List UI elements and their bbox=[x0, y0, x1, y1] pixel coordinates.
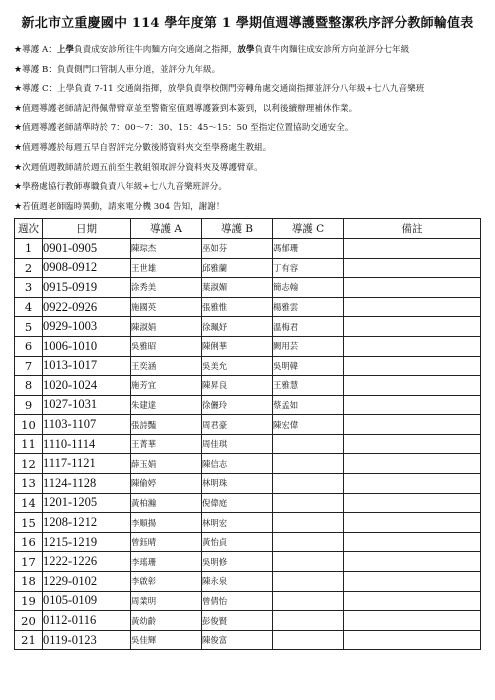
note-text: 值週導護老師請準時於 7：00～7：30、15：45～15：50 至指定位置協助交通安全。 bbox=[22, 123, 354, 134]
guard-a-cell: 施芳宜 bbox=[131, 376, 202, 396]
guard-c-cell: 溫梅君 bbox=[273, 317, 344, 337]
date-cell: 0929-1003 bbox=[43, 317, 131, 337]
date-cell: 1117-1121 bbox=[43, 454, 131, 474]
week-cell: 8 bbox=[15, 376, 43, 396]
note-text: 值週導護於每週五早自習評完分數後將資料夾交至學務處生教組。 bbox=[22, 142, 272, 153]
remark-cell bbox=[344, 278, 481, 298]
table-row bbox=[15, 591, 481, 611]
star-icon: ★ bbox=[14, 142, 23, 153]
guard-c-cell: 蔡孟如 bbox=[273, 395, 344, 415]
date-cell: 0901-0905 bbox=[43, 238, 131, 258]
guard-a-cell: 李啟彰 bbox=[131, 572, 202, 592]
guard-c-cell: 吳明韓 bbox=[273, 356, 344, 376]
guard-c-cell bbox=[273, 572, 344, 592]
note-line bbox=[14, 119, 481, 139]
week-cell: 18 bbox=[15, 572, 43, 592]
note-text: 負責牛肉麵往成安診所方向並評分七年級 bbox=[254, 45, 410, 55]
note-emphasis: 上學 bbox=[56, 45, 75, 55]
table-row bbox=[15, 415, 481, 435]
guard-c-cell bbox=[273, 474, 344, 494]
week-cell: 7 bbox=[15, 356, 43, 376]
remark-cell bbox=[344, 395, 481, 415]
guard-a-cell: 黃柏瀚 bbox=[131, 493, 202, 513]
header-remark: 備註 bbox=[344, 219, 481, 239]
remark-cell bbox=[344, 513, 481, 533]
guard-a-cell: 陳琮杰 bbox=[131, 238, 202, 258]
table-row bbox=[15, 434, 481, 454]
guard-b-cell: 周佳琪 bbox=[202, 434, 273, 454]
note-line bbox=[14, 41, 481, 61]
date-cell: 0908-0912 bbox=[43, 258, 131, 278]
guard-b-cell: 陳昇良 bbox=[202, 376, 273, 396]
star-icon: ★ bbox=[14, 201, 23, 212]
week-cell: 5 bbox=[15, 317, 43, 337]
guard-c-cell: 簡志翰 bbox=[273, 278, 344, 298]
week-cell: 12 bbox=[15, 454, 43, 474]
guard-c-cell bbox=[273, 552, 344, 572]
date-cell: 1201-1205 bbox=[43, 493, 131, 513]
note-text: 值週導護老師請記得佩帶臂章並至警衛室值週導護簽到本簽到，以利後續辦理補休作業。 bbox=[22, 103, 358, 114]
star-icon: ★ bbox=[14, 123, 23, 134]
table-row bbox=[15, 552, 481, 572]
note-text: 學務處協行教師專職負責八年級+七八九音樂班評分。 bbox=[22, 182, 227, 193]
date-cell: 0915-0919 bbox=[43, 278, 131, 298]
note-text: 次週值週教師請於週五前至生教組領取評分資料夾及導護臂章。 bbox=[22, 162, 263, 173]
guard-c-cell: 陳宏偉 bbox=[273, 415, 344, 435]
table-row bbox=[15, 278, 481, 298]
table-header-row bbox=[15, 219, 481, 239]
guard-a-cell: 王菁華 bbox=[131, 434, 202, 454]
header-guard-b: 導護 B bbox=[202, 219, 273, 239]
guard-b-cell: 陳俐華 bbox=[202, 336, 273, 356]
week-cell: 10 bbox=[15, 415, 43, 435]
remark-cell bbox=[344, 336, 481, 356]
guard-c-cell bbox=[273, 591, 344, 611]
table-row bbox=[15, 376, 481, 396]
duty-roster-table bbox=[14, 218, 481, 650]
date-cell: 0112-0116 bbox=[43, 611, 131, 631]
guard-b-cell: 黃怡貞 bbox=[202, 532, 273, 552]
date-cell: 1229-0102 bbox=[43, 572, 131, 592]
header-guard-a: 導護 A bbox=[131, 219, 202, 239]
header-week: 週次 bbox=[15, 219, 43, 239]
guard-a-cell: 朱建達 bbox=[131, 395, 202, 415]
table-row bbox=[15, 611, 481, 631]
guard-a-cell: 王世雄 bbox=[131, 258, 202, 278]
guard-b-cell: 徐儷玲 bbox=[202, 395, 273, 415]
remark-cell bbox=[344, 611, 481, 631]
table-row bbox=[15, 356, 481, 376]
week-cell: 14 bbox=[15, 493, 43, 513]
week-cell: 20 bbox=[15, 611, 43, 631]
table-row bbox=[15, 493, 481, 513]
table-row bbox=[15, 532, 481, 552]
guard-c-cell bbox=[273, 454, 344, 474]
week-cell: 1 bbox=[15, 238, 43, 258]
remark-cell bbox=[344, 493, 481, 513]
guard-a-cell: 王奕涵 bbox=[131, 356, 202, 376]
guard-a-cell: 吳佳輝 bbox=[131, 630, 202, 650]
note-line bbox=[14, 139, 481, 159]
guard-b-cell: 倪偉庭 bbox=[202, 493, 273, 513]
week-cell: 21 bbox=[15, 630, 43, 650]
guard-b-cell: 陳俊富 bbox=[202, 630, 273, 650]
remark-cell bbox=[344, 591, 481, 611]
guard-b-cell: 邱雅蘭 bbox=[202, 258, 273, 278]
remark-cell bbox=[344, 238, 481, 258]
guard-c-cell: 闕用芸 bbox=[273, 336, 344, 356]
week-cell: 3 bbox=[15, 278, 43, 298]
guard-b-cell: 陳永泉 bbox=[202, 572, 273, 592]
remark-cell bbox=[344, 532, 481, 552]
guard-b-cell: 彭俊賢 bbox=[202, 611, 273, 631]
remark-cell bbox=[344, 552, 481, 572]
notes-list bbox=[14, 41, 481, 217]
date-cell: 1110-1114 bbox=[43, 434, 131, 454]
remark-cell bbox=[344, 454, 481, 474]
table-row bbox=[15, 572, 481, 592]
guard-a-cell: 李順揚 bbox=[131, 513, 202, 533]
guard-b-cell: 曾倩怡 bbox=[202, 591, 273, 611]
table-row bbox=[15, 474, 481, 494]
guard-c-cell: 王雅慧 bbox=[273, 376, 344, 396]
note-text: 負責成安診所往牛肉麵方向交通崗之指揮， bbox=[74, 45, 238, 55]
note-line bbox=[14, 198, 481, 218]
remark-cell bbox=[344, 258, 481, 278]
table-row bbox=[15, 297, 481, 317]
week-cell: 11 bbox=[15, 434, 43, 454]
week-cell: 19 bbox=[15, 591, 43, 611]
guard-c-cell bbox=[273, 630, 344, 650]
star-icon: ★ bbox=[14, 162, 23, 173]
guard-b-cell: 周君豪 bbox=[202, 415, 273, 435]
date-cell: 0922-0926 bbox=[43, 297, 131, 317]
guard-c-cell bbox=[273, 493, 344, 513]
week-cell: 15 bbox=[15, 513, 43, 533]
date-cell: 1208-1212 bbox=[43, 513, 131, 533]
guard-b-cell: 吳明修 bbox=[202, 552, 273, 572]
table-row bbox=[15, 513, 481, 533]
week-cell: 16 bbox=[15, 532, 43, 552]
remark-cell bbox=[344, 297, 481, 317]
note-line bbox=[14, 61, 481, 81]
guard-c-cell bbox=[273, 611, 344, 631]
date-cell: 1013-1017 bbox=[43, 356, 131, 376]
header-date: 日期 bbox=[43, 219, 131, 239]
guard-a-cell: 薛玉娟 bbox=[131, 454, 202, 474]
remark-cell bbox=[344, 356, 481, 376]
remark-cell bbox=[344, 474, 481, 494]
document-title: 新北市立重慶國中 114 學年度第 1 學期值週導護暨整潔秩序評分教師輪值表 bbox=[21, 16, 474, 31]
star-icon: ★ bbox=[14, 45, 23, 55]
week-cell: 9 bbox=[15, 395, 43, 415]
week-cell: 6 bbox=[15, 336, 43, 356]
date-cell: 1027-1031 bbox=[43, 395, 131, 415]
note-text: 導護 C：上學負責 7-11 交通崗指揮，放學負責學校側門旁轉角處交通崗指揮並評分八年級+七八九音樂班 bbox=[22, 84, 425, 95]
note-line bbox=[14, 80, 481, 100]
guard-b-cell: 林明珠 bbox=[202, 474, 273, 494]
note-line bbox=[14, 100, 481, 120]
guard-a-cell: 陳偷婷 bbox=[131, 474, 202, 494]
guard-a-cell: 李瑤珊 bbox=[131, 552, 202, 572]
guard-a-cell: 吳雅昭 bbox=[131, 336, 202, 356]
guard-a-cell: 張詩豔 bbox=[131, 415, 202, 435]
note-line bbox=[14, 178, 481, 198]
star-icon: ★ bbox=[14, 64, 23, 75]
note-emphasis: 放學 bbox=[237, 45, 255, 55]
guard-b-cell: 陳信志 bbox=[202, 454, 273, 474]
table-row bbox=[15, 258, 481, 278]
guard-a-cell: 黃幼齡 bbox=[131, 611, 202, 631]
star-icon: ★ bbox=[14, 84, 23, 95]
guard-b-cell: 葉淑媚 bbox=[202, 278, 273, 298]
remark-cell bbox=[344, 317, 481, 337]
table-row bbox=[15, 238, 481, 258]
week-cell: 17 bbox=[15, 552, 43, 572]
table-body bbox=[15, 238, 481, 649]
date-cell: 1020-1024 bbox=[43, 376, 131, 396]
date-cell: 1124-1128 bbox=[43, 474, 131, 494]
week-cell: 2 bbox=[15, 258, 43, 278]
guard-a-cell: 陳淑娟 bbox=[131, 317, 202, 337]
guard-b-cell: 張雅惟 bbox=[202, 297, 273, 317]
guard-b-cell: 巫如芬 bbox=[202, 238, 273, 258]
date-cell: 1006-1010 bbox=[43, 336, 131, 356]
table-row bbox=[15, 630, 481, 650]
guard-c-cell: 楊雅雲 bbox=[273, 297, 344, 317]
guard-c-cell: 丁有容 bbox=[273, 258, 344, 278]
remark-cell bbox=[344, 376, 481, 396]
guard-c-cell bbox=[273, 513, 344, 533]
guard-c-cell bbox=[273, 434, 344, 454]
table-row bbox=[15, 454, 481, 474]
header-guard-c: 導護 C bbox=[273, 219, 344, 239]
remark-cell bbox=[344, 572, 481, 592]
date-cell: 1222-1226 bbox=[43, 552, 131, 572]
guard-a-cell: 施國英 bbox=[131, 297, 202, 317]
table-row bbox=[15, 336, 481, 356]
guard-b-cell: 徐珮妤 bbox=[202, 317, 273, 337]
date-cell: 0119-0123 bbox=[43, 630, 131, 650]
note-text: 導護 A： bbox=[22, 45, 57, 55]
week-cell: 4 bbox=[15, 297, 43, 317]
week-cell: 13 bbox=[15, 474, 43, 494]
date-cell: 1103-1107 bbox=[43, 415, 131, 435]
guard-a-cell: 涂秀美 bbox=[131, 278, 202, 298]
guard-a-cell: 周業明 bbox=[131, 591, 202, 611]
star-icon: ★ bbox=[14, 182, 23, 193]
note-text: 導護 B：負責側門口管制人車分道，並評分九年級。 bbox=[22, 64, 221, 75]
guard-b-cell: 吳美允 bbox=[202, 356, 273, 376]
star-icon: ★ bbox=[14, 103, 23, 114]
note-line bbox=[14, 159, 481, 179]
date-cell: 0105-0109 bbox=[43, 591, 131, 611]
note-text: 若值週老師臨時異動，請來電分機 304 告知，謝謝！ bbox=[22, 201, 225, 212]
remark-cell bbox=[344, 434, 481, 454]
guard-a-cell: 曾鈺晴 bbox=[131, 532, 202, 552]
remark-cell bbox=[344, 415, 481, 435]
date-cell: 1215-1219 bbox=[43, 532, 131, 552]
guard-c-cell: 馮郁珊 bbox=[273, 238, 344, 258]
guard-c-cell bbox=[273, 532, 344, 552]
guard-b-cell: 林明宏 bbox=[202, 513, 273, 533]
remark-cell bbox=[344, 630, 481, 650]
table-row bbox=[15, 395, 481, 415]
table-row bbox=[15, 317, 481, 337]
